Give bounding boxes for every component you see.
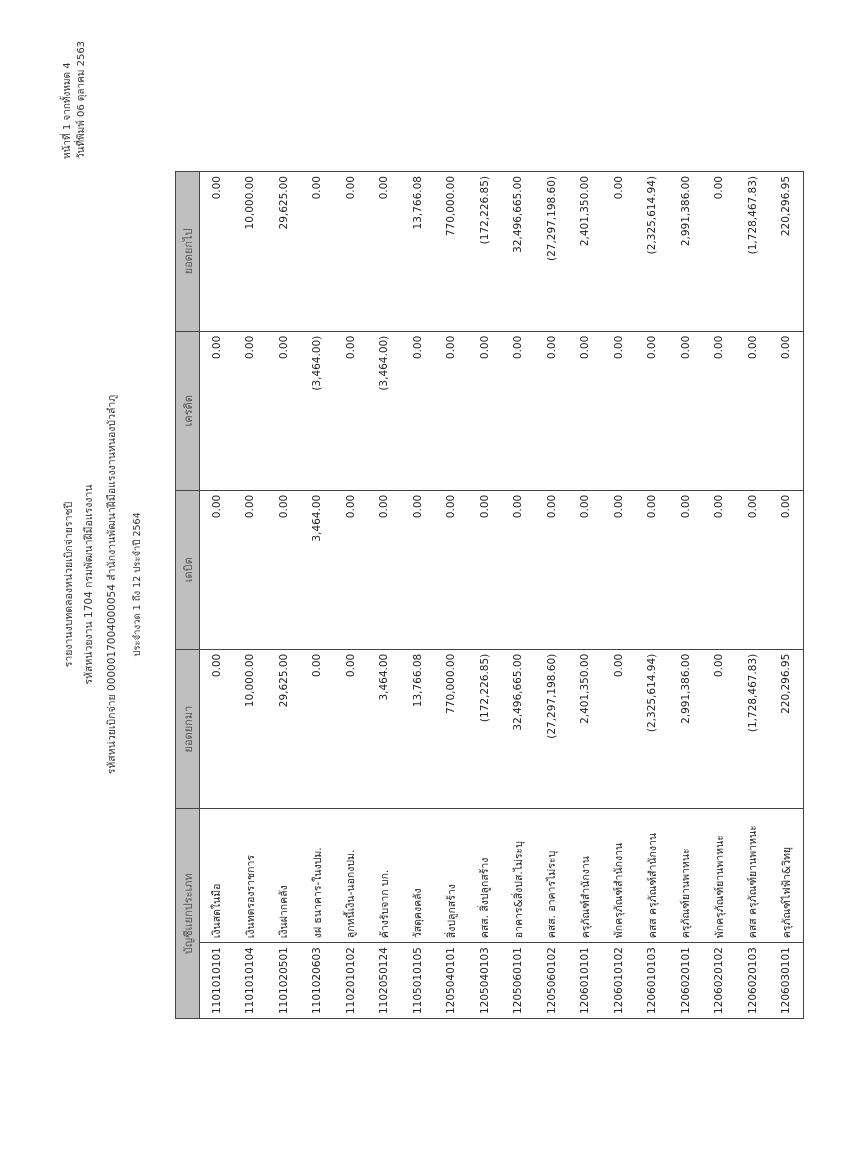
debit-cell: 0.00 bbox=[435, 490, 469, 649]
brought-forward-cell: 0.00 bbox=[334, 649, 368, 809]
brought-forward-cell: 29,625.00 bbox=[267, 649, 301, 809]
credit-cell: (3,464.00) bbox=[368, 331, 402, 490]
col-brought-forward: ยอดยกมา bbox=[176, 649, 200, 809]
account-code: 1101010104 bbox=[234, 943, 268, 1019]
credit-cell: 0.00 bbox=[703, 331, 737, 490]
debit-cell: 0.00 bbox=[200, 490, 234, 649]
credit-cell: 0.00 bbox=[736, 331, 770, 490]
brought-forward-cell: 770,000.00 bbox=[435, 649, 469, 809]
col-debit: เดบิต bbox=[176, 490, 200, 649]
debit-cell: 3,464.00 bbox=[301, 490, 335, 649]
table-row bbox=[267, 172, 301, 1019]
account-name: ลูกหนี้เงิน-นอกงปม. bbox=[334, 809, 368, 943]
carried-forward-cell: 0.00 bbox=[703, 172, 737, 332]
brought-forward-cell: (2,325,614.94) bbox=[636, 649, 670, 809]
carried-forward-cell: 32,496,665.00 bbox=[502, 172, 536, 332]
agency-code: รหัสหน่วยงาน 1704 กรมพัฒนาฝีมือแรงงาน bbox=[83, 484, 95, 685]
carried-forward-cell: (172,226.85) bbox=[468, 172, 502, 332]
account-name: พักครุภัณฑ์ยานพาหนะ bbox=[703, 809, 737, 943]
account-name: คสส. สิ่งปลูกสร้าง bbox=[468, 809, 502, 943]
credit-cell: (3,464.00) bbox=[301, 331, 335, 490]
credit-cell: 0.00 bbox=[502, 331, 536, 490]
debit-cell: 0.00 bbox=[468, 490, 502, 649]
debit-cell: 0.00 bbox=[502, 490, 536, 649]
table-body bbox=[200, 172, 804, 1019]
disbursement-unit: รหัสหน่วยเบิกจ่าย 0000017004000054 สำนักงานพัฒนาฝีมือแรงงานหนองบัวลำภู bbox=[106, 394, 118, 775]
debit-cell: 0.00 bbox=[569, 490, 603, 649]
account-name: ครุภัณฑ์ไฟฟ้า&วิทยุ bbox=[770, 809, 804, 943]
debit-cell: 0.00 bbox=[703, 490, 737, 649]
brought-forward-cell: 2,991,386.00 bbox=[669, 649, 703, 809]
credit-cell: 0.00 bbox=[569, 331, 603, 490]
table-row bbox=[569, 172, 603, 1019]
brought-forward-cell: (1,728,467.83) bbox=[736, 649, 770, 809]
table-row bbox=[770, 172, 804, 1019]
debit-cell: 0.00 bbox=[770, 490, 804, 649]
credit-cell: 0.00 bbox=[770, 331, 804, 490]
debit-cell: 0.00 bbox=[368, 490, 402, 649]
carried-forward-cell: (2,325,614.94) bbox=[636, 172, 670, 332]
brought-forward-cell: 13,766.08 bbox=[401, 649, 435, 809]
credit-cell: 0.00 bbox=[468, 331, 502, 490]
debit-cell: 0.00 bbox=[602, 490, 636, 649]
carried-forward-cell: 2,401,350.00 bbox=[569, 172, 603, 332]
account-name: เงินฝากคลัง bbox=[267, 809, 301, 943]
carried-forward-cell: 0.00 bbox=[368, 172, 402, 332]
account-name: วัสดุคงคลัง bbox=[401, 809, 435, 943]
brought-forward-cell: 0.00 bbox=[301, 649, 335, 809]
debit-cell: 0.00 bbox=[401, 490, 435, 649]
table-row bbox=[334, 172, 368, 1019]
account-name: งฝ ธนาคาร-ในงปม. bbox=[301, 809, 335, 943]
account-code: 1206030101 bbox=[770, 943, 804, 1019]
print-date: วันที่พิมพ์ 06 ตุลาคม 2563 bbox=[76, 40, 87, 159]
debit-cell: 0.00 bbox=[669, 490, 703, 649]
credit-cell: 0.00 bbox=[535, 331, 569, 490]
table-header-row bbox=[176, 172, 200, 1019]
carried-forward-cell: (1,728,467.83) bbox=[736, 172, 770, 332]
brought-forward-cell: 220,296.95 bbox=[770, 649, 804, 809]
carried-forward-cell: 0.00 bbox=[301, 172, 335, 332]
account-code: 1206020103 bbox=[736, 943, 770, 1019]
credit-cell: 0.00 bbox=[435, 331, 469, 490]
table-row bbox=[234, 172, 268, 1019]
account-code: 1206010103 bbox=[636, 943, 670, 1019]
account-code: 1206020101 bbox=[669, 943, 703, 1019]
table-row bbox=[401, 172, 435, 1019]
brought-forward-cell: 0.00 bbox=[200, 649, 234, 809]
account-name: พักครุภัณฑ์สำนักงาน bbox=[602, 809, 636, 943]
table-row bbox=[602, 172, 636, 1019]
debit-cell: 0.00 bbox=[535, 490, 569, 649]
credit-cell: 0.00 bbox=[334, 331, 368, 490]
table-row bbox=[535, 172, 569, 1019]
report-title: รายงานงบทดลองหน่วยเบิกจ่ายราชปี bbox=[63, 501, 75, 668]
debit-cell: 0.00 bbox=[736, 490, 770, 649]
col-credit: เครดิต bbox=[176, 331, 200, 490]
credit-cell: 0.00 bbox=[602, 331, 636, 490]
account-name: ครุภัณฑ์สำนักงาน bbox=[569, 809, 603, 943]
account-code: 1105010105 bbox=[401, 943, 435, 1019]
account-code: 1206020102 bbox=[703, 943, 737, 1019]
account-code: 1102010102 bbox=[334, 943, 368, 1019]
brought-forward-cell: 10,000.00 bbox=[234, 649, 268, 809]
table-row bbox=[301, 172, 335, 1019]
account-code: 1206010102 bbox=[602, 943, 636, 1019]
table-row bbox=[669, 172, 703, 1019]
trial-balance-table bbox=[175, 171, 804, 1019]
brought-forward-cell: (27,297,198.60) bbox=[535, 649, 569, 809]
account-name: อาคาร&สิ่งปส.ไม่ระบุ bbox=[502, 809, 536, 943]
table-row bbox=[703, 172, 737, 1019]
account-code: 1205060101 bbox=[502, 943, 536, 1019]
debit-cell: 0.00 bbox=[636, 490, 670, 649]
carried-forward-cell: 770,000.00 bbox=[435, 172, 469, 332]
account-code: 1101010101 bbox=[200, 943, 234, 1019]
table-row bbox=[200, 172, 234, 1019]
account-name: ค้างรับจาก บก. bbox=[368, 809, 402, 943]
col-carried-forward: ยอดยกไป bbox=[176, 172, 200, 332]
account-code: 1205040101 bbox=[435, 943, 469, 1019]
credit-cell: 0.00 bbox=[636, 331, 670, 490]
col-account: บัญชีแยกประเภท bbox=[176, 809, 200, 1019]
carried-forward-cell: (27,297,198.60) bbox=[535, 172, 569, 332]
account-name: คสส ครุภัณฑ์สำนักงาน bbox=[636, 809, 670, 943]
table-row bbox=[435, 172, 469, 1019]
account-name: คสส ครุภัณฑ์ยานพาหนะ bbox=[736, 809, 770, 943]
carried-forward-cell: 0.00 bbox=[200, 172, 234, 332]
carried-forward-cell: 29,625.00 bbox=[267, 172, 301, 332]
table-row bbox=[368, 172, 402, 1019]
brought-forward-cell: (172,226.85) bbox=[468, 649, 502, 809]
brought-forward-cell: 3,464.00 bbox=[368, 649, 402, 809]
table-row bbox=[736, 172, 770, 1019]
account-name: คสส. อาคารไม่ระบุ bbox=[535, 809, 569, 943]
carried-forward-cell: 0.00 bbox=[602, 172, 636, 332]
account-code: 1101020603 bbox=[301, 943, 335, 1019]
report-period: ประจำงวด 1 ถึง 12 ประจำปี 2564 bbox=[132, 512, 143, 657]
table-row bbox=[636, 172, 670, 1019]
account-code: 1206010101 bbox=[569, 943, 603, 1019]
brought-forward-cell: 32,496,665.00 bbox=[502, 649, 536, 809]
carried-forward-cell: 0.00 bbox=[334, 172, 368, 332]
page-number: หน้าที่ 1 จากทั้งหมด 4 bbox=[62, 62, 73, 159]
account-code: 1102050124 bbox=[368, 943, 402, 1019]
debit-cell: 0.00 bbox=[234, 490, 268, 649]
account-name: เงินสดในมือ bbox=[200, 809, 234, 943]
brought-forward-cell: 0.00 bbox=[602, 649, 636, 809]
table-row bbox=[468, 172, 502, 1019]
carried-forward-cell: 220,296.95 bbox=[770, 172, 804, 332]
credit-cell: 0.00 bbox=[200, 331, 234, 490]
debit-cell: 0.00 bbox=[267, 490, 301, 649]
carried-forward-cell: 10,000.00 bbox=[234, 172, 268, 332]
carried-forward-cell: 13,766.08 bbox=[401, 172, 435, 332]
brought-forward-cell: 2,401,350.00 bbox=[569, 649, 603, 809]
credit-cell: 0.00 bbox=[234, 331, 268, 490]
credit-cell: 0.00 bbox=[267, 331, 301, 490]
account-code: 1205040103 bbox=[468, 943, 502, 1019]
credit-cell: 0.00 bbox=[401, 331, 435, 490]
account-name: เงินทดรองราชการ bbox=[234, 809, 268, 943]
credit-cell: 0.00 bbox=[669, 331, 703, 490]
brought-forward-cell: 0.00 bbox=[703, 649, 737, 809]
account-name: ครุภัณฑ์ยานพาหนะ bbox=[669, 809, 703, 943]
table-row bbox=[502, 172, 536, 1019]
account-name: สิ่งปลูกสร้าง bbox=[435, 809, 469, 943]
debit-cell: 0.00 bbox=[334, 490, 368, 649]
account-code: 1205060102 bbox=[535, 943, 569, 1019]
carried-forward-cell: 2,991,386.00 bbox=[669, 172, 703, 332]
account-code: 1101020501 bbox=[267, 943, 301, 1019]
